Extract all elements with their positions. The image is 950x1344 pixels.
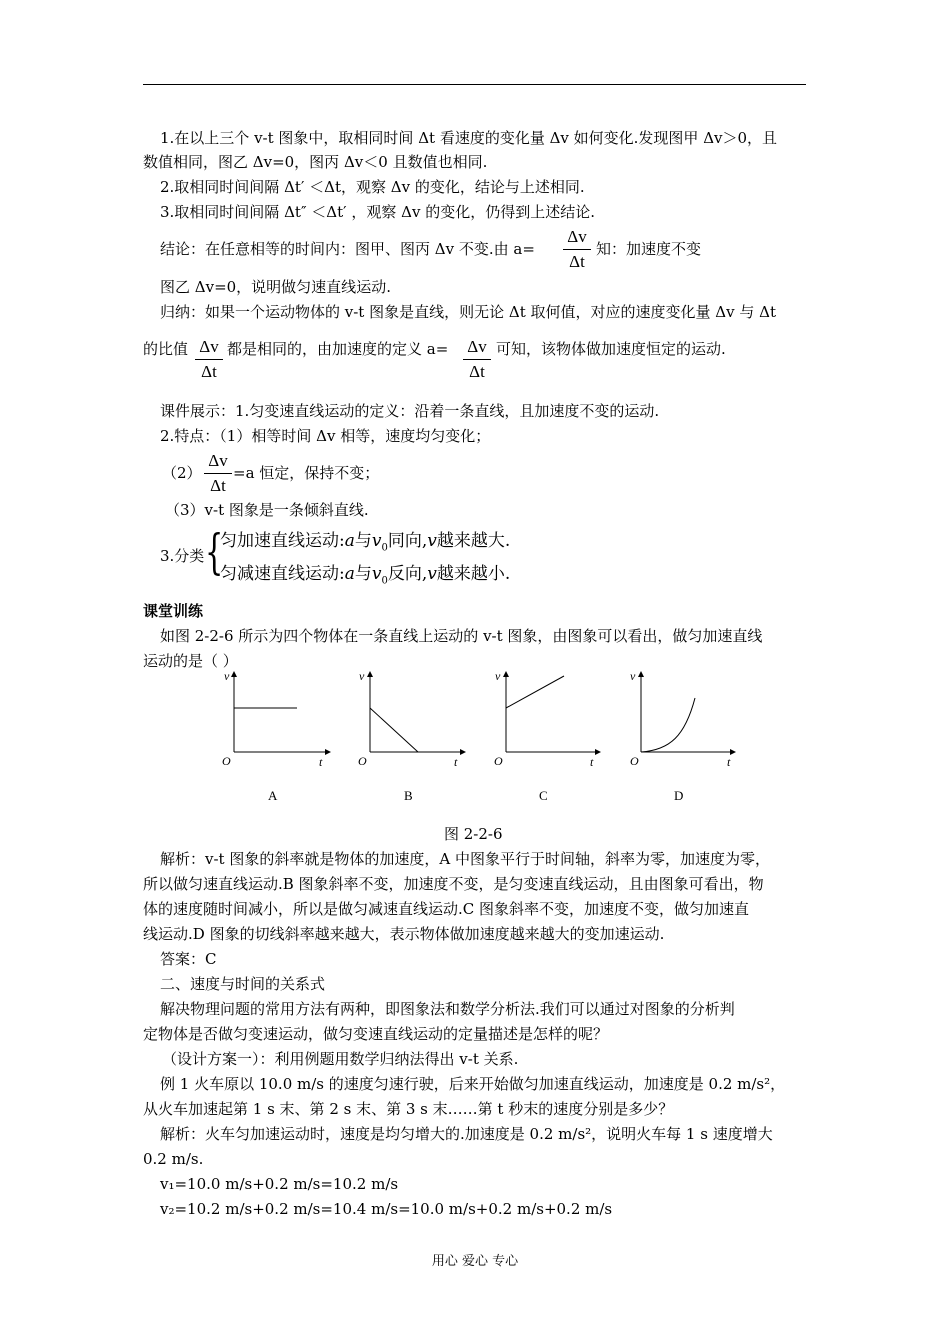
equation-v1: v₁=10.0 m/s+0.2 m/s=10.2 m/s xyxy=(160,1175,399,1193)
fraction-dv-dt-4: Δv Δt xyxy=(204,450,232,497)
graph-a-v-axis-label: v xyxy=(224,669,230,683)
section-2-text-1a: 解决物理问题的常用方法有两种，即图象法和数学分析法.我们可以通过对图象的分析判 xyxy=(160,1000,735,1018)
para-1b: 数值相同，图乙 Δv=0，图丙 Δv＜0 且数值也相同. xyxy=(143,153,488,171)
graph-b xyxy=(358,669,465,803)
graph-c-v-axis-label: v xyxy=(495,669,501,683)
example-1a: 例 1 火车原以 10.0 m/s 的速度匀速行驶，后来开始做匀加速直线运动，加速度是 0.2 m/s²， xyxy=(160,1075,786,1093)
graph-b-t-axis-label: t xyxy=(454,755,458,769)
fraction-dv-dt-2: Δv Δt xyxy=(195,336,223,383)
graph-d-v-axis-label: v xyxy=(630,669,636,683)
para-11-label: 3.分类 xyxy=(160,547,205,565)
graph-a-caption: A xyxy=(268,788,278,803)
analysis-3: 体的速度随时间减小，所以是做匀减速直线运动.C 图象斜率不变，加速度不变，做匀加速直 xyxy=(143,900,750,918)
para-7: 课件展示：1.匀变速直线运动的定义：沿着一条直线，且加速度不变的运动. xyxy=(160,402,660,420)
graph-c-caption: C xyxy=(539,788,548,803)
graph-b-origin-label: O xyxy=(358,754,367,768)
design-plan: （设计方案一）：利用例题用数学归纳法得出 v-t 关系. xyxy=(162,1050,519,1068)
para-4b: 知：加速度不变 xyxy=(596,240,702,258)
para-9a: （2） xyxy=(162,464,202,482)
para-6b: 的比值 xyxy=(143,340,189,358)
equation-v2: v₂=10.2 m/s+0.2 m/s=10.4 m/s=10.0 m/s+0.2 m/s+0.2 m/s xyxy=(160,1200,613,1218)
classification-brace: { xyxy=(205,524,224,580)
graph-d-curve xyxy=(641,698,695,752)
analysis-2: 所以做匀速直线运动.B 图象斜率不变，加速度不变，是匀变速直线运动，且由图象可看出，物 xyxy=(143,875,764,893)
solution-1b: 0.2 m/s. xyxy=(143,1150,204,1168)
graph-a-t-axis-label: t xyxy=(319,755,323,769)
para-6a: 归纳：如果一个运动物体的 v-t 图象是直线，则无论 Δt 取何值，对应的速度变化量 Δv 与 Δt xyxy=(160,303,776,321)
graph-a-origin-label: O xyxy=(222,754,231,768)
figure-caption: 图 2-2-6 xyxy=(444,825,503,843)
para-1a: 1.在以上三个 v-t 图象中，取相同时间 Δt 看速度的变化量 Δv 如何变化.发现图甲 Δv＞0，且 xyxy=(160,129,778,147)
question-1a: 如图 2-2-6 所示为四个物体在一条直线上运动的 v-t 图象，由图象可以看出，做匀加速直线 xyxy=(160,627,763,645)
section-2-title: 二、速度与时间的关系式 xyxy=(160,975,326,993)
fraction-dv-dt-1: Δv Δt xyxy=(563,226,591,273)
solution-1a: 解析：火车匀加速运动时，速度是均匀增大的.加速度是 0.2 m/s²，说明火车每 1 s 速度增大 xyxy=(160,1125,773,1143)
section-heading: 课堂训练 xyxy=(143,602,204,620)
para-10: （3）v-t 图象是一条倾斜直线. xyxy=(165,501,369,519)
answer: 答案：C xyxy=(160,950,217,968)
question-1b: 运动的是（ ） xyxy=(143,652,238,670)
para-8: 2.特点：（1）相等时间 Δv 相等，速度均匀变化； xyxy=(160,427,491,445)
graph-d-caption: D xyxy=(674,788,684,803)
para-3: 3.取相同时间间隔 Δt″ ＜Δt′ ，观察 Δv 的变化，仍得到上述结论. xyxy=(160,203,595,221)
fraction-dv-dt-3: Δv Δt xyxy=(463,336,491,383)
graph-b-v-axis-label: v xyxy=(359,669,365,683)
para-4a: 结论：在任意相等的时间内：图甲、图丙 Δv 不变.由 a= xyxy=(160,240,535,258)
graph-a xyxy=(222,669,330,803)
classification-1: 匀加速直线运动:a与$v_0$同向,v越来越大. xyxy=(220,531,511,554)
graph-c xyxy=(494,669,600,803)
graph-d-origin-label: O xyxy=(630,754,639,768)
section-2-text-1b: 定物体是否做匀变速运动，做匀变速直线运动的定量描述是怎样的呢？ xyxy=(143,1025,609,1043)
page-footer: 用心 爱心 专心 xyxy=(431,1254,519,1269)
vt-graphs-figure xyxy=(200,666,760,806)
graph-d-t-axis-label: t xyxy=(727,755,731,769)
graph-c-origin-label: O xyxy=(494,754,503,768)
example-1b: 从火车加速起第 1 s 末、第 2 s 末、第 3 s 末……第 t 秒末的速度分别是多少？ xyxy=(143,1100,674,1118)
header-rule xyxy=(143,84,806,85)
analysis-4: 线运动.D 图象的切线斜率越来越大，表示物体做加速度越来越大的变加速运动. xyxy=(143,925,665,943)
graph-b-line xyxy=(370,708,418,752)
para-6c: 都是相同的，由加速度的定义 a= xyxy=(227,340,449,358)
graph-b-caption: B xyxy=(404,788,413,803)
para-2: 2.取相同时间间隔 Δt′ ＜Δt，观察 Δv 的变化，结论与上述相同. xyxy=(160,178,585,196)
para-6d: 可知，该物体做加速度恒定的运动. xyxy=(496,340,726,358)
para-9b: =a 恒定，保持不变； xyxy=(233,464,380,482)
graph-c-t-axis-label: t xyxy=(590,755,594,769)
graph-d xyxy=(630,669,735,803)
graph-c-line xyxy=(506,676,564,708)
classification-2: 匀减速直线运动:a与$v_0$反向,v越来越小. xyxy=(220,564,511,587)
para-5: 图乙 Δv=0，说明做匀速直线运动. xyxy=(160,278,391,296)
analysis-1: 解析：v-t 图象的斜率就是物体的加速度，A 中图象平行于时间轴，斜率为零，加速度为零， xyxy=(160,850,770,868)
